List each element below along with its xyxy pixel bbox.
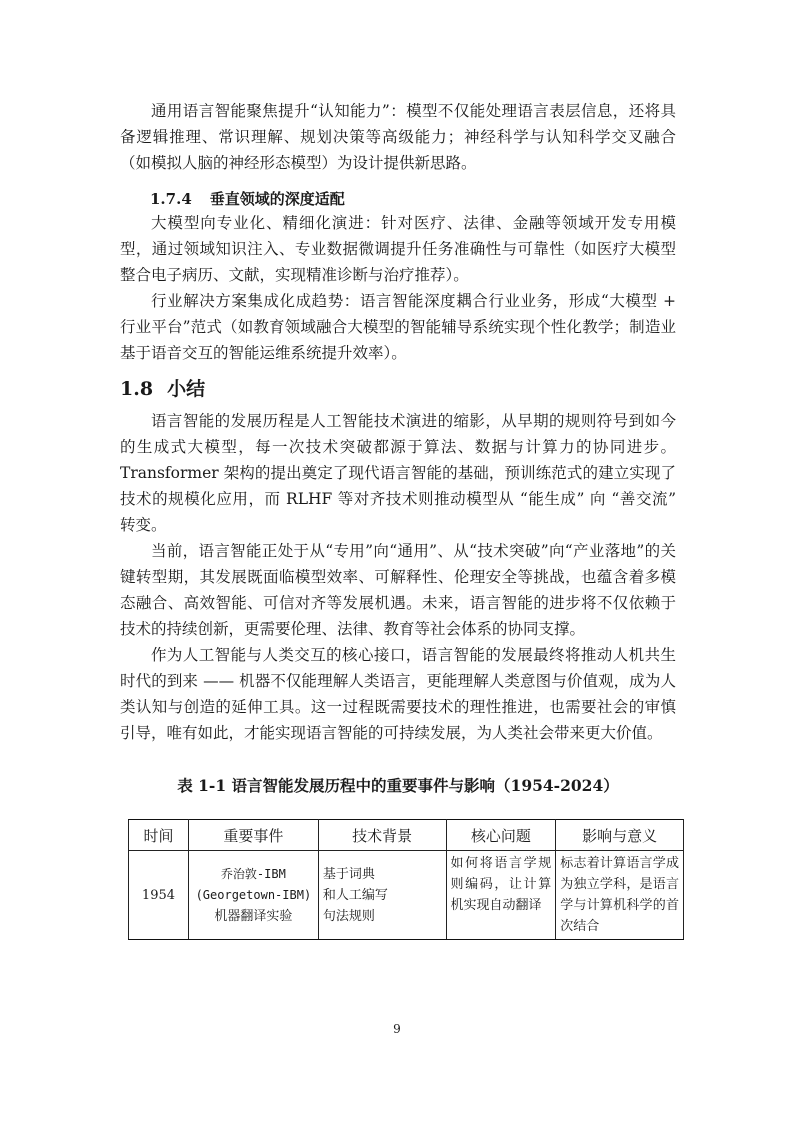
page-number: 9 (393, 1022, 401, 1036)
tech-line: 句法规则 (322, 908, 375, 924)
cell-problem: 如何将语言学规则编码，让计算机实现自动翻译 (446, 851, 556, 940)
paragraph-summary-history: 语言智能的发展历程是人工智能技术演进的缩影，从早期的规则符号到如今的生成式大模型，每一次技术突破都源于算法、数据与计算力的协同进步。Transformer 架构的提出奠定了现代语言智能的基础，预训练范式的建立实现了技术的规模化应用，而 RLHF 等对齐技术则推动模型从 “能生成” 向 “善交流” 转变。 (120, 412, 676, 534)
paragraph-general-intelligence: 通用语言智能聚焦提升“认知能力”：模型不仅能处理语言表层信息，还将具备逻辑推理、常识理解、规划决策等高级能力；神经科学与认知科学交叉融合（如模拟人脑的神经形态模型）为设计提供新思路。 (120, 102, 676, 172)
cell-year: 1954 (129, 851, 189, 940)
header-impact: 影响与意义 (556, 820, 684, 851)
paragraph-summary-future: 作为人工智能与人类交互的核心接口，语言智能的发展最终将推动人机共生时代的到来 —— 机器不仅能理解人类语言，更能理解人类意图与价值观，成为人类认知与创造的延伸工具。这一过程既需要技术的理性推进，也需要社会的审慎引导，唯有如此，才能实现语言智能的可持续发展，为人类社会带来更大价值。 (120, 646, 676, 742)
section-heading-1-8 (120, 376, 205, 402)
section-title: 小结 (167, 378, 206, 400)
header-tech: 技术背景 (318, 820, 446, 851)
section-heading-1-7-4 (150, 188, 345, 210)
header-problem: 核心问题 (446, 820, 556, 851)
event-line: (Georgetown-IBM) (195, 887, 312, 902)
table-row (129, 851, 684, 940)
cell-impact: 标志着计算语言学成为独立学科，是语言学与计算机科学的首次结合 (556, 851, 684, 940)
tech-line: 基于词典 (322, 866, 375, 882)
table-caption: 表 1-1 语言智能发展历程中的重要事件与影响（1954-2024） (177, 776, 619, 795)
paragraph-summary-current: 当前，语言智能正处于从“专用”向“通用”、从“技术突破”向“产业落地”的关键转型期，其发展既面临模型效率、可解释性、伦理安全等挑战，也蕴含着多模态融合、高效智能、可信对齐等发展机遇。未来，语言智能的进步将不仅依赖于技术的持续创新，更需要伦理、法律、教育等社会体系的协同支撑。 (120, 542, 676, 638)
tech-line: 和人工编写 (322, 887, 388, 903)
section-number: 1.8 (120, 378, 154, 400)
paragraph-industry-solutions: 行业解决方案集成化成趋势：语言智能深度耦合行业业务，形成“大模型 + 行业平台”范式（如教育领域融合大模型的智能辅导系统实现个性化教学；制造业基于语音交互的智能运维系统提升效率）。 (120, 292, 676, 362)
header-event: 重要事件 (188, 820, 318, 851)
cell-event (188, 851, 318, 940)
table-header-row (129, 820, 684, 851)
paragraph-vertical-models: 大模型向专业化、精细化演进：针对医疗、法律、金融等领域开发专用模型，通过领域知识注入、专业数据微调提升任务准确性与可靠性（如医疗大模型整合电子病历、文献，实现精准诊断与治疗推荐）。 (120, 214, 676, 284)
events-table (128, 819, 684, 940)
event-line: 乔治敦-IBM (220, 866, 286, 881)
cell-tech (318, 851, 446, 940)
header-time: 时间 (129, 820, 189, 851)
section-title: 垂直领域的深度适配 (209, 190, 345, 208)
event-line: 机器翻译实验 (214, 908, 293, 924)
section-number: 1.7.4 (150, 190, 192, 208)
